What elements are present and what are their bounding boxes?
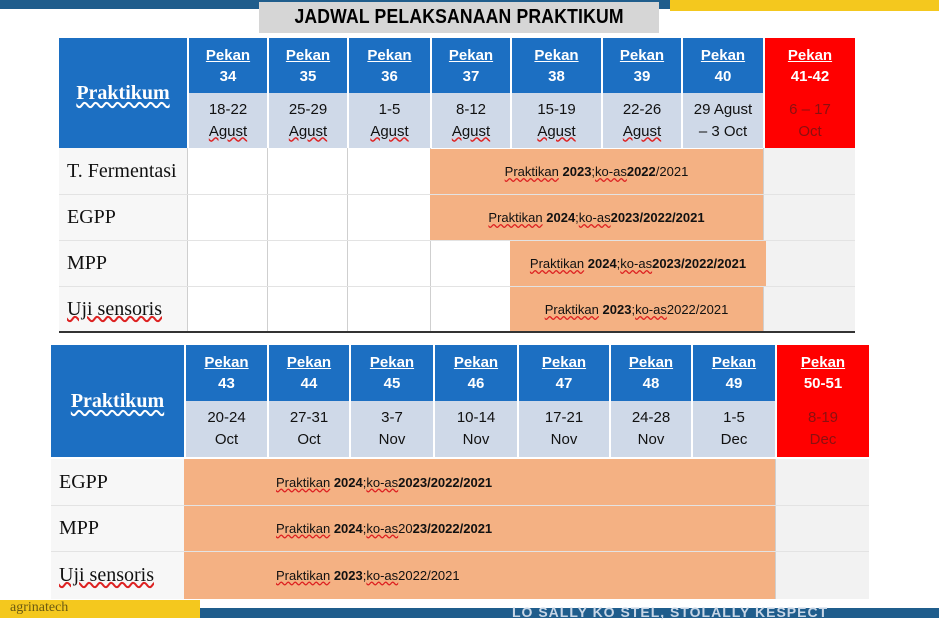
praktikum-header: Praktikum <box>51 345 184 457</box>
row-label: EGPP <box>59 194 187 240</box>
week-header: Pekan 34 <box>187 38 267 93</box>
week-header: Pekan 36 <box>347 38 430 93</box>
schedule-bar: Praktikan 2024 ; ko-as 2023/2022/2021 <box>510 241 766 286</box>
footer-left-text: agrinatech <box>10 600 69 615</box>
week-header-holiday: Pekan 50-51 <box>775 345 869 401</box>
table-bottom-rule <box>59 331 855 333</box>
date-header: 1-5 Agust <box>347 93 430 148</box>
title-box <box>259 2 659 33</box>
row-label: Uji sensoris <box>51 551 184 599</box>
row-divider <box>51 505 869 506</box>
date-header: 20-24 Oct <box>184 401 267 457</box>
schedule-bar: Praktikan 2023 ; ko-as 2022 /2021 <box>430 149 763 194</box>
week-header: Pekan 37 <box>430 38 510 93</box>
row-label: Uji sensoris <box>59 286 187 332</box>
date-header: 27-31 Oct <box>267 401 349 457</box>
week-header: Pekan 35 <box>267 38 347 93</box>
date-header: 29 Agust – 3 Oct <box>681 93 763 148</box>
week-header: Pekan 49 <box>691 345 775 401</box>
week-header: Pekan 44 <box>267 345 349 401</box>
date-header: 3-7 Nov <box>349 401 433 457</box>
week-header: Pekan 43 <box>184 345 267 401</box>
schedule-bar: Praktikan 2023 ; ko-as 2022/2021 <box>510 287 763 332</box>
date-header: 1-5 Dec <box>691 401 775 457</box>
top-yellow-band <box>670 0 939 11</box>
week-header: Pekan 46 <box>433 345 517 401</box>
week-header: Pekan 40 <box>681 38 763 93</box>
page-title: JADWAL PELAKSANAAN PRAKTIKUM <box>294 6 624 28</box>
week-header: Pekan 45 <box>349 345 433 401</box>
row-label: MPP <box>51 505 184 551</box>
row-label: EGPP <box>51 459 184 505</box>
date-header: 22-26 Agust <box>601 93 681 148</box>
schedule-table-2 <box>51 345 869 600</box>
date-header: 8-12 Agust <box>430 93 510 148</box>
date-header: 10-14 Nov <box>433 401 517 457</box>
date-header-holiday: 8-19 Dec <box>775 401 869 457</box>
schedule-bar: Praktikan 2024 ; ko-as 20 23/2022/2021 <box>184 505 775 551</box>
schedule-table-1 <box>59 38 855 334</box>
week-header: Pekan 39 <box>601 38 681 93</box>
row-label: T. Fermentasi <box>59 148 187 194</box>
date-header: 17-21 Nov <box>517 401 609 457</box>
row-divider <box>51 551 869 552</box>
date-header-holiday: 6 – 17 Oct <box>763 93 855 148</box>
date-header: 18-22 Agust <box>187 93 267 148</box>
schedule-bar: Praktikan 2024 ; ko-as 2023/2022/2021 <box>184 459 775 505</box>
week-header: Pekan 48 <box>609 345 691 401</box>
footer-right-text: LO SALLY KO STEL, STOLALLY KESPECT <box>512 604 829 620</box>
empty-cell <box>775 459 869 599</box>
date-header: 15-19 Agust <box>510 93 601 148</box>
date-header: 24-28 Nov <box>609 401 691 457</box>
schedule-bar: Praktikan 2023 ; ko-as 2022/2021 <box>184 551 775 599</box>
week-header: Pekan 47 <box>517 345 609 401</box>
schedule-bar: Praktikan 2024 ; ko-as 2023/2022/2021 <box>430 195 763 240</box>
week-header-holiday: Pekan 41-42 <box>763 38 855 93</box>
bottom-yellow-band <box>0 600 200 618</box>
row-label: MPP <box>59 240 187 286</box>
date-header: 25-29 Agust <box>267 93 347 148</box>
week-header: Pekan 38 <box>510 38 601 93</box>
praktikum-header: Praktikum <box>59 38 187 148</box>
